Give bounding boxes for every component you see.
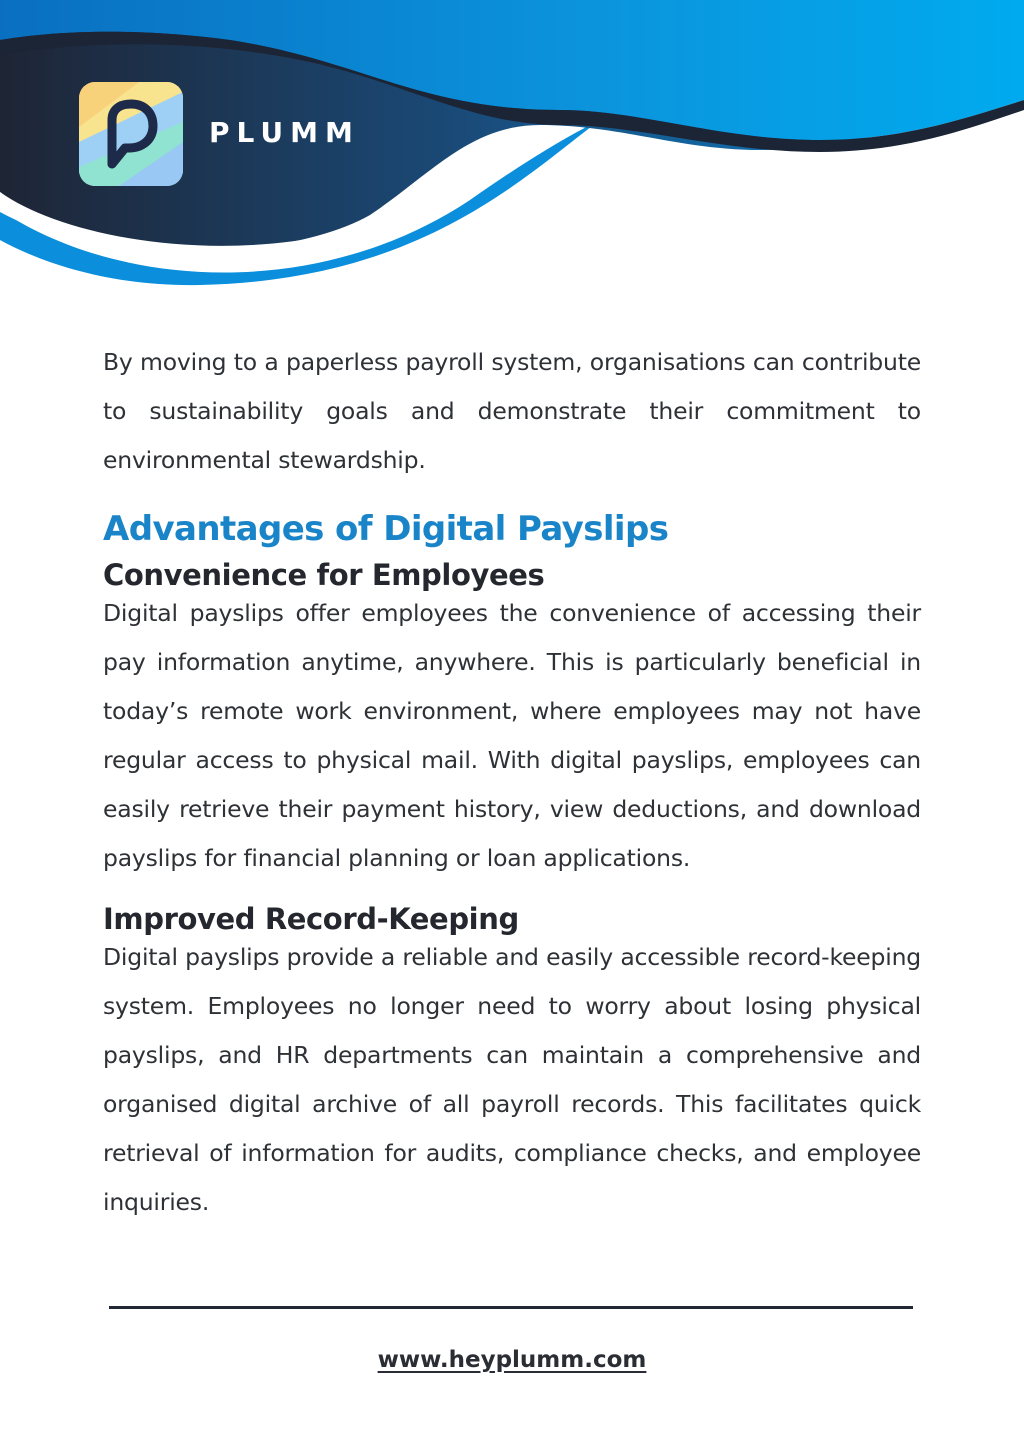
section-heading-record-keeping: Improved Record-Keeping <box>103 902 519 936</box>
section-body-convenience: Digital payslips offer employees the convenience of accessing their pay information anytime, anywhere. This is particularly beneficial in today’s remote work environment, where employees may not have regular access to physical mail. With digital payslips, employees can easily retrieve their payment history, view deductions, and download payslips for financial planning or loan applications. <box>103 599 921 872</box>
plumm-logo-icon <box>79 82 183 186</box>
footer-divider <box>109 1306 913 1309</box>
section-body-record-keeping: Digital payslips provide a reliable and easily accessible record-keeping system. Employees no longer need to worry about losing physical payslips, and HR departments can maintain a comprehensive and organised digital archive of all payroll records. This facilitates quick retrieval of information for audits, compliance checks, and employee inquiries. <box>103 943 921 1216</box>
intro-paragraph: By moving to a paperless payroll system, organisations can contribute to sustainability goals and demonstrate their commitment to environmental stewardship. <box>103 348 921 474</box>
section-heading-convenience: Convenience for Employees <box>103 558 545 592</box>
brand-name: PLUMM <box>209 116 360 149</box>
main-heading: Advantages of Digital Payslips <box>103 509 669 549</box>
article-content <box>103 338 921 1227</box>
website-link[interactable]: www.heyplumm.com <box>377 1347 647 1373</box>
